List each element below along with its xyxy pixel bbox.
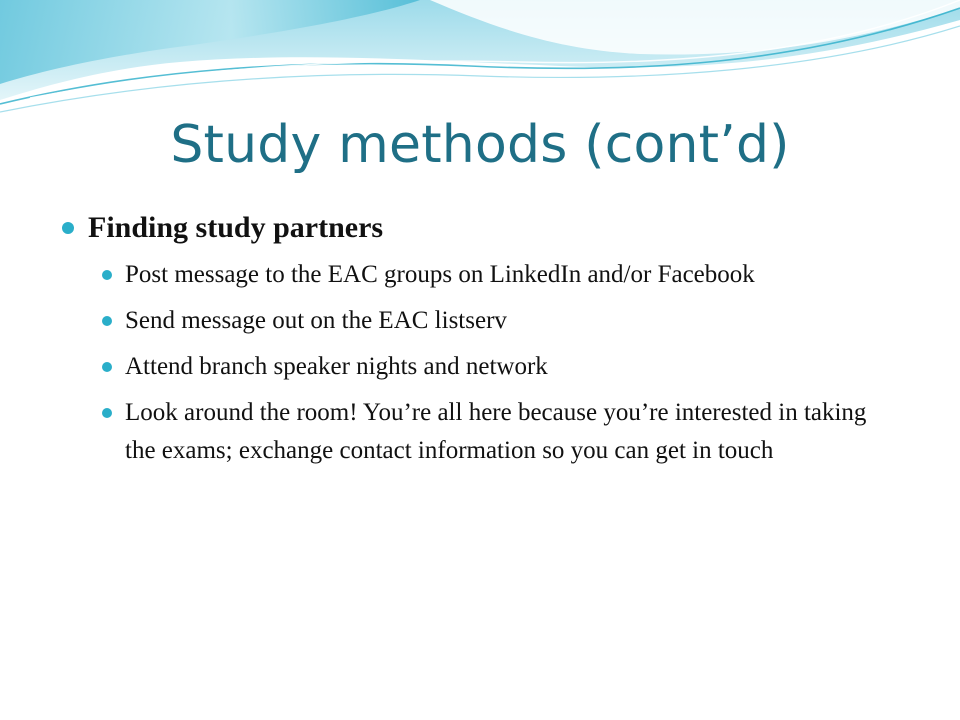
sub-bullet-item	[100, 348, 902, 386]
bullet-dot-icon	[102, 270, 112, 280]
bullet-finding-study-partners	[62, 210, 902, 246]
bullet-dot-icon	[102, 408, 112, 418]
slide-content	[62, 210, 902, 478]
sub-bullet-text: Attend branch speaker nights and network	[125, 353, 548, 380]
sub-bullet-text: Post message to the EAC groups on LinkedIn and/or Facebook	[125, 261, 755, 288]
slide-title: Study methods (cont’d)	[170, 115, 790, 175]
sub-bullet-text: Look around the room! You’re all here because you’re interested in taking the exams; exchange contact information so you can get in touch	[125, 399, 867, 464]
sub-bullet-item	[100, 394, 902, 470]
sub-bullet-item	[100, 302, 902, 340]
bullet-text: Finding study partners	[88, 211, 384, 244]
decorative-wave-header	[0, 0, 960, 130]
bullet-dot-icon	[62, 222, 74, 234]
bullet-dot-icon	[102, 316, 112, 326]
bullet-dot-icon	[102, 362, 112, 372]
sub-bullet-list	[100, 256, 902, 470]
sub-bullet-text: Send message out on the EAC listserv	[125, 307, 507, 334]
sub-bullet-item	[100, 256, 902, 294]
